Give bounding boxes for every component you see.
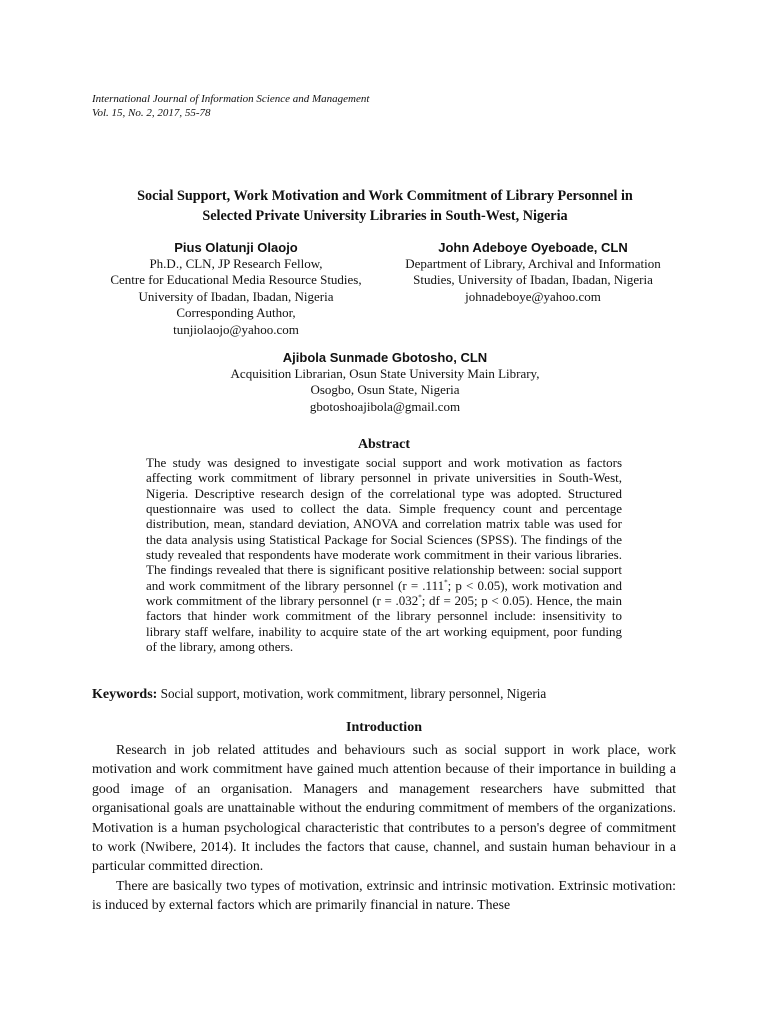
journal-header xyxy=(92,92,369,120)
author-affiliation-line: Acquisition Librarian, Osun State University Main Library, xyxy=(230,366,540,381)
introduction-body xyxy=(92,740,676,915)
author-affiliation-line: Centre for Educational Media Resource Studies, xyxy=(110,272,362,288)
author-email: tunjiolaojo@yahoo.com xyxy=(173,321,299,337)
paragraph: Research in job related attitudes and behaviours such as social support in work place, work motivation and work commitment have gained much attention because of their importance in building a good image of an organisation. Managers and management researchers have submitted that organisational goals are unattainable without the enduring commitment of members of the organizations. Motivation is a human psychological characteristic that contributes to a person's degree of commitment to work (Nwibere, 2014). It includes the factors that cause, channel, and sustain human behaviour in a particular committed direction. xyxy=(92,742,676,874)
abstract-heading: Abstract xyxy=(357,437,411,452)
author-email: gbotoshoajibola@gmail.com xyxy=(309,398,461,414)
significance-marker: * xyxy=(418,593,422,602)
author-affiliation-line: Osogbo, Osun State, Nigeria xyxy=(310,382,460,398)
keywords-label: Keywords: xyxy=(92,687,158,702)
keywords xyxy=(92,686,546,703)
significance-marker: * xyxy=(444,578,448,587)
author-affiliation-line: Department of Library, Archival and Information xyxy=(405,256,661,271)
author-affiliation-line: Studies, University of Ibadan, Ibadan, Nigeria xyxy=(413,272,653,288)
title-line-1: Social Support, Work Motivation and Work Commitment of Library Personnel in xyxy=(137,188,633,204)
journal-volume: Vol. 15, No. 2, 2017, 55-78 xyxy=(92,107,211,119)
paragraph: There are basically two types of motivation, extrinsic and intrinsic motivation. Extrinsic motivation: is induced by external factors which are primarily financial in nature. These xyxy=(92,877,676,913)
author-name: Ajibola Sunmade Gbotosho, CLN xyxy=(282,350,488,365)
author-affiliation-line: Ph.D., CLN, JP Research Fellow, xyxy=(149,256,323,271)
paper-title xyxy=(70,186,700,226)
author-block-1 xyxy=(88,239,384,338)
author-affiliation-line: Corresponding Author, xyxy=(176,305,296,321)
author-block-2 xyxy=(384,239,682,305)
author-name: John Adeboye Oyeboade, CLN xyxy=(438,240,628,255)
author-affiliation-line: University of Ibadan, Ibadan, Nigeria xyxy=(138,288,334,304)
introduction-heading: Introduction xyxy=(346,720,422,735)
title-line-2: Selected Private University Libraries in South-West, Nigeria xyxy=(202,208,568,224)
keywords-text: Social support, motivation, work commitment, library personnel, Nigeria xyxy=(160,686,547,701)
author-name: Pius Olatunji Olaojo xyxy=(174,240,298,255)
journal-name: International Journal of Information Science and Management xyxy=(92,93,370,105)
abstract-text xyxy=(146,455,622,654)
abstract-part-2: ; p < 0.05), work motivation and work commitment of the library personnel (r = .032 xyxy=(146,577,622,609)
abstract-part-3: ; df = 205; p < 0.05). Hence, the main factors that hinder work commitment of the library personnel include: insensitivity to library staff welfare, inability to acquire state of the art working equipment, poor funding of the library, among others. xyxy=(146,593,622,655)
abstract-part-1: The study was designed to investigate social support and work motivation as factors affecting work commitment of library personnel in private universities in South-West, Nigeria. Descriptive research design of the correlational type was adopted. Structured questionnaire was used to collect the data. Simple frequency count and percentage distribution, mean, standard deviation, ANOVA and correlation matrix table was used for the data analysis using Statistical Package for Social Sciences (SPSS). The findings of the study revealed that respondents have moderate work commitment in their various libraries. The findings revealed that there is significant positive relationship between: social support and work commitment of the library personnel (r = .111 xyxy=(146,455,622,593)
author-block-3 xyxy=(150,349,620,415)
author-email: johnadeboye@yahoo.com xyxy=(465,288,601,304)
